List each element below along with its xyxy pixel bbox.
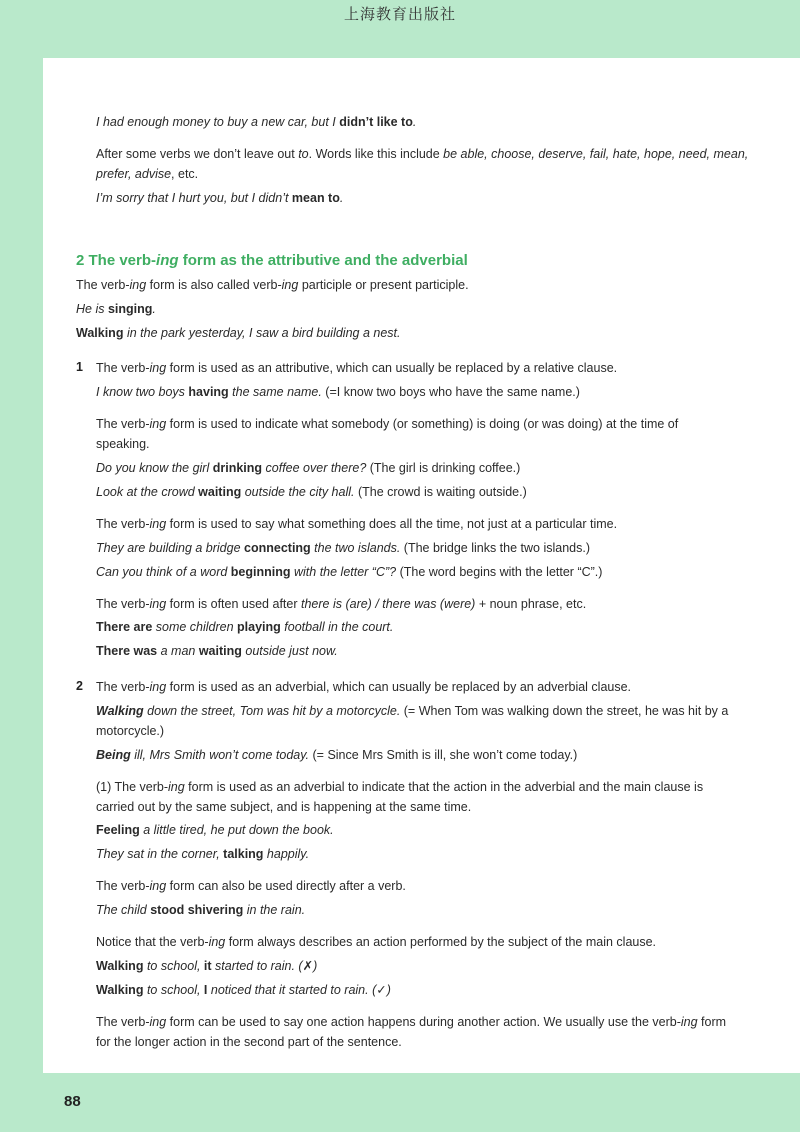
example-walking-in-park: Walking in the park yesterday, I saw a bird building a nest. <box>76 326 401 340</box>
section-heading-verb-ing: 2 The verb-ing form as the attributive and the adverbial <box>76 252 468 269</box>
example-two-boys: I know two boys having the same name. (=I know two boys who have the same name.) <box>96 385 580 399</box>
paragraph-notice-subject: Notice that the verb-ing form always describes an action performed by the subject of the main clause. <box>96 935 657 949</box>
example-walking-tom-cont: motorcycle.) <box>96 724 165 738</box>
example-walking-tom: Walking down the street, Tom was hit by a motorcycle. (= When Tom was walking down the street, he was hit by a <box>96 704 729 718</box>
example-there-are-children: There are some children playing football in the court. <box>96 620 394 634</box>
paragraph-same-subject-cont: carried out by the same subject, and is happening at the same time. <box>96 800 472 814</box>
paragraph-dont-leave-out-to-cont: prefer, advise, etc. <box>96 167 199 181</box>
publisher-header: 上海教育出版社 <box>343 5 456 23</box>
item-number-2: 2 <box>76 679 83 693</box>
paragraph-indicate-doing: The verb-ing form is used to indicate what somebody (or something) is doing (or was doing) at the time of <box>96 417 679 431</box>
example-crowd-waiting: Look at the crowd waiting outside the city hall. (The crowd is waiting outside.) <box>96 485 527 499</box>
example-stood-shivering: The child stood shivering in the rain. <box>96 903 306 917</box>
paragraph-dont-leave-out-to: After some verbs we don’t leave out to. Words like this include be able, choose, deserve, fail, hate, hope, need, mean, <box>96 147 749 161</box>
example-word-beginning: Can you think of a word beginning with the letter “C”? (The word begins with the letter “C”.) <box>96 565 603 579</box>
paragraph-indicate-doing-cont: speaking. <box>96 437 150 451</box>
paragraph-present-participle: The verb-ing form is also called verb-ing participle or present participle. <box>76 278 469 292</box>
paragraph-after-verb: The verb-ing form can also be used directly after a verb. <box>96 879 406 893</box>
check-icon: ✓ <box>376 983 387 997</box>
paragraph-longer-action: The verb-ing form can be used to say one action happens during another action. We usually use the verb-ing form <box>96 1015 727 1029</box>
example-walking-it-wrong: Walking to school, it started to rain. (✗) <box>96 959 318 973</box>
example-bridge-connecting: They are building a bridge connecting the two islands. (The bridge links the two islands.) <box>96 541 590 555</box>
paragraph-longer-action-cont: for the longer action in the second part of the sentence. <box>96 1035 402 1049</box>
example-girl-drinking: Do you know the girl drinking coffee over there? (The girl is drinking coffee.) <box>96 461 521 475</box>
example-feeling-tired: Feeling a little tired, he put down the book. <box>96 823 334 837</box>
example-talking-happily: They sat in the corner, talking happily. <box>96 847 310 861</box>
example-didnt-like-to: I had enough money to buy a new car, but I didn’t like to. <box>96 115 417 129</box>
example-there-was-man: There was a man waiting outside just now. <box>96 644 338 658</box>
example-being-ill: Being ill, Mrs Smith won’t come today. (= Since Mrs Smith is ill, she won’t come today.) <box>96 748 578 762</box>
page-number: 88 <box>64 1093 81 1110</box>
paragraph-same-subject: (1) The verb-ing form is used as an adverbial to indicate that the action in the adverbial and the main clause is <box>96 780 704 794</box>
example-walking-i-correct: Walking to school, I noticed that it started to rain. (✓) <box>96 983 391 997</box>
paragraph-all-the-time: The verb-ing form is used to say what something does all the time, not just at a particular time. <box>96 517 618 531</box>
paragraph-there-is: The verb-ing form is often used after there is (are) / there was (were) + noun phrase, etc. <box>96 597 587 611</box>
item-number-1: 1 <box>76 360 83 374</box>
paragraph-attributive: The verb-ing form is used as an attributive, which can usually be replaced by a relative clause. <box>96 361 618 375</box>
example-mean-to: I’m sorry that I hurt you, but I didn’t mean to. <box>96 191 344 205</box>
paragraph-adverbial: The verb-ing form is used as an adverbial, which can usually be replaced by an adverbial clause. <box>96 680 632 694</box>
cross-icon: ✗ <box>302 959 314 973</box>
example-he-is-singing: He is singing. <box>76 302 156 316</box>
